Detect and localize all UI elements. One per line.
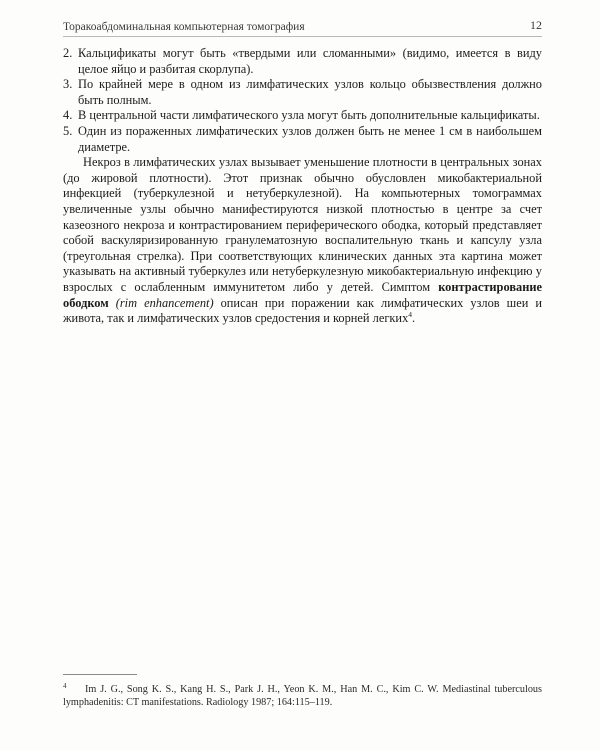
list-item — [63, 46, 542, 77]
list-item — [63, 77, 542, 108]
paragraph-text-2: описан при поражении как лимфатических узлов шеи и живота, так и лимфатических узлов средостения и корней легких — [63, 295, 542, 326]
list-item-number: 5. — [63, 123, 73, 138]
paragraph-text-3: . — [412, 311, 416, 326]
bold-term: контрастирование ободком — [63, 279, 542, 310]
footnote: 4 Im J. G., Song K. S., Kang H. S., Park J. H., Yeon K. M., Han M. C., Kim C. W. Mediastinal tuberculous lymphadenitis: CT manifestations. Radiology 1987; 164:115–119. — [63, 681, 542, 709]
list-item-text: Один из пораженных лимфатических узлов должен быть не менее 1 см в наибольшем диаметре. — [78, 123, 542, 154]
running-header — [63, 18, 542, 37]
list-item-number: 3. — [63, 77, 73, 92]
list-item — [63, 108, 542, 124]
list-item-text: В центральной части лимфатического узла могут быть дополнительные кальцификаты. — [78, 108, 540, 123]
footnote-text: Im J. G., Song K. S., Kang H. S., Park J. H., Yeon K. M., Han M. C., Kim C. W. Mediastinal tuberculous lymphadenitis: CT manifestations. Radiology 1987; 164:115–119. — [63, 684, 542, 709]
page-number: 12 — [530, 18, 542, 32]
footnote-divider — [63, 674, 137, 675]
running-title: Торакоабдоминальная компьютерная томография — [63, 21, 305, 33]
numbered-list — [63, 46, 542, 155]
italic-term: (rim enhancement) — [115, 295, 214, 310]
footnote-reference[interactable]: 4 — [408, 309, 413, 319]
list-item-number: 4. — [63, 108, 73, 123]
paragraph-text-1: Некроз в лимфатических узлах вызывает уменьшение плотности в центральных зонах (до жировой плотности). Этот признак обычно обусловлен микобактериальной инфекцией (туберкулезной и нетуберкулезной). На компьютерных томограммах увеличенные узлы обычно манифестируются низкой плотностью в центре за счет казеозного некроза и контрастированием периферического ободка, который представляет собой васкуляризированную гранулематозную воспалительную ткань и капсулу узла (треугольная стрелка). При соответствующих клинических данных эта картина может указывать на активный туберкулез или нетуберкулезную микобактериальную инфекцию у взрослых с ослабленным иммунитетом либо у детей. Симптом — [63, 155, 542, 294]
list-item-text: По крайней мере в одном из лимфатических узлов кольцо обызвествления должно быть полным. — [78, 77, 542, 107]
body-text — [63, 46, 542, 327]
list-item — [63, 124, 542, 155]
list-item-text: Кальцификаты могут быть «твердыми или сломанными» (видимо, имеется в виду целое яйцо и разбитая скорлупа). — [78, 46, 542, 76]
list-item-number: 2. — [63, 46, 73, 60]
main-paragraph — [63, 155, 542, 327]
